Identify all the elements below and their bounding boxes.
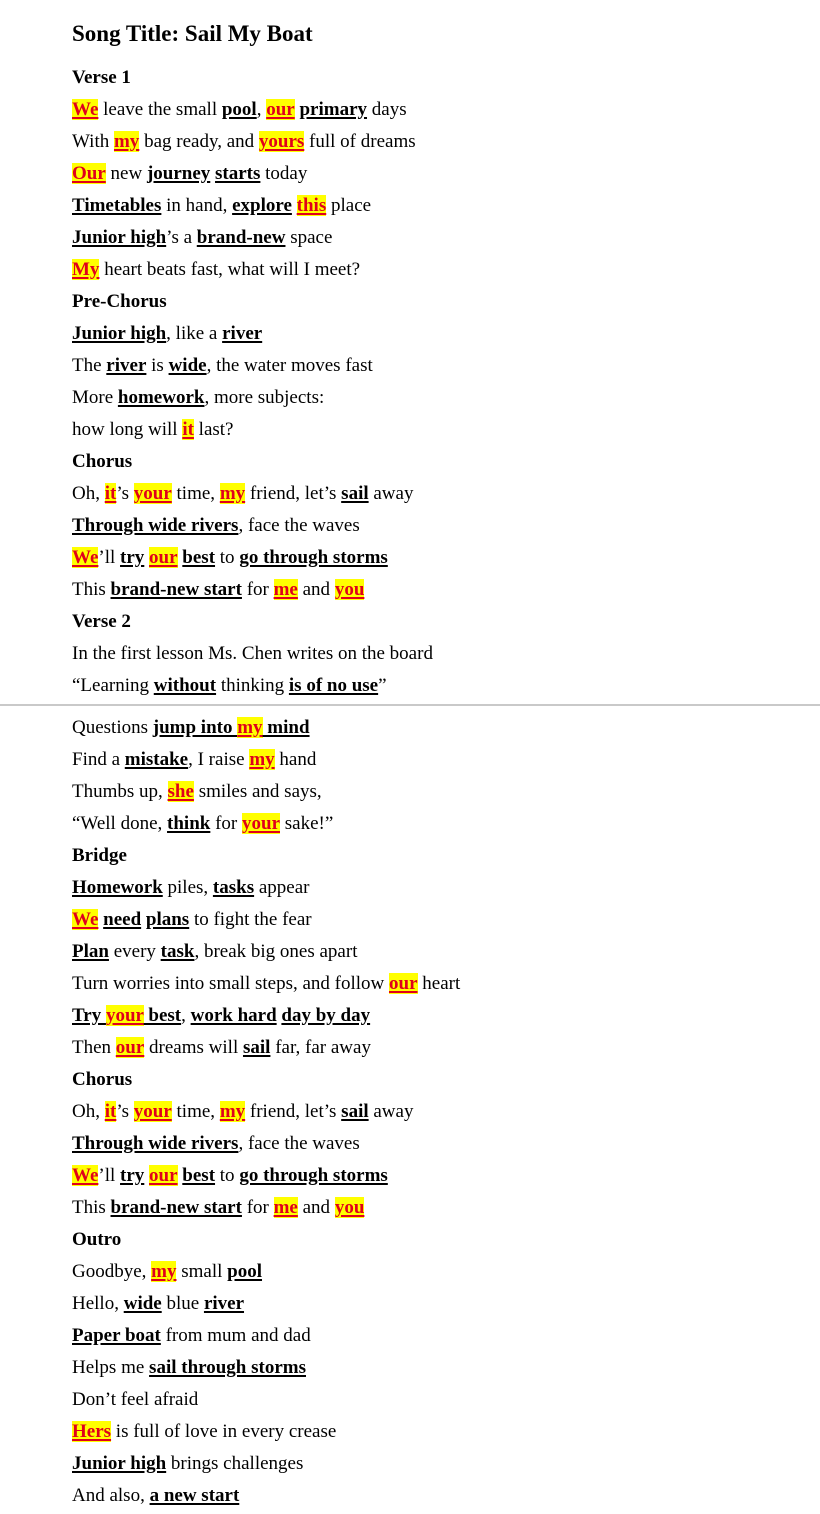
text-segment: from mum and dad — [160, 1325, 311, 1346]
underlined-phrase: plans — [145, 909, 190, 930]
lyric-line — [72, 222, 433, 254]
text-segment: piles, — [162, 877, 213, 898]
highlighted-word: our — [149, 1165, 178, 1186]
underlined-phrase: is of no use — [288, 675, 379, 696]
underlined-phrase: day by day — [281, 1005, 371, 1026]
underlined-phrase: without — [153, 675, 217, 696]
text-segment: Pre-Chorus — [72, 291, 167, 312]
text-segment: heart beats fast, what will I meet? — [99, 259, 361, 280]
lyric-line — [72, 904, 460, 936]
text-segment: Find a — [72, 749, 125, 770]
text-segment: Oh, — [72, 483, 105, 504]
text-segment: for — [241, 1197, 274, 1218]
song-title: Song Title: Sail My Boat — [72, 21, 313, 46]
highlighted-word: my — [113, 131, 140, 152]
lyric-line — [72, 1288, 460, 1320]
text-segment: Don’t feel afraid — [72, 1389, 199, 1410]
text-segment: place — [326, 195, 372, 216]
lyric-line — [72, 94, 433, 126]
text-segment: ’ll — [98, 547, 121, 568]
text-segment: sake!” — [280, 813, 334, 834]
text-segment: ’s a — [166, 227, 197, 248]
underlined-phrase: sail — [341, 1101, 369, 1122]
highlighted-word: My — [72, 259, 100, 280]
underlined-phrase: brand-new start — [110, 579, 242, 600]
underlined-phrase: mind — [262, 717, 310, 738]
text-segment: With — [72, 131, 114, 152]
lyric-line — [72, 1128, 460, 1160]
text-segment: , — [256, 99, 267, 120]
lyric-line — [72, 1256, 460, 1288]
text-segment: smiles and says, — [193, 781, 322, 802]
lyric-line — [72, 670, 433, 702]
text-segment: Chorus — [72, 1069, 133, 1090]
underlined-phrase: Paper boat — [72, 1325, 161, 1346]
lyric-line — [72, 510, 433, 542]
highlighted-word: my — [151, 1261, 177, 1282]
underlined-phrase: pool — [227, 1261, 263, 1282]
underlined-phrase: jump into — [152, 717, 238, 738]
text-segment: Then — [72, 1037, 116, 1058]
text-segment: thinking — [216, 675, 289, 696]
highlighted-word: my — [237, 717, 263, 738]
underlined-phrase: Through wide rivers — [72, 1133, 239, 1154]
lyric-line — [72, 1384, 460, 1416]
lyric-line — [72, 1416, 460, 1448]
lyric-line — [72, 254, 433, 286]
highlighted-word: it — [104, 483, 117, 504]
lyric-line — [72, 190, 433, 222]
underlined-phrase: river — [222, 323, 263, 344]
lyric-line — [72, 744, 460, 776]
text-segment: and — [297, 579, 335, 600]
document-page-2 — [0, 706, 820, 1514]
text-segment — [292, 195, 297, 216]
underlined-phrase: task — [160, 941, 195, 962]
underlined-phrase: wide — [168, 355, 207, 376]
text-segment: today — [260, 163, 308, 184]
highlighted-word: Our — [72, 163, 106, 184]
underlined-phrase: starts — [215, 163, 261, 184]
underlined-phrase: homework — [117, 387, 205, 408]
highlighted-word: We — [72, 547, 99, 568]
highlighted-word: our — [149, 547, 178, 568]
text-segment: This — [72, 1197, 111, 1218]
text-segment: blue — [161, 1293, 204, 1314]
text-segment: And also, — [72, 1485, 150, 1506]
text-segment: appear — [254, 877, 310, 898]
lyric-line — [72, 638, 433, 670]
text-segment: , the water moves fast — [206, 355, 373, 376]
text-segment: friend, let’s — [245, 1101, 342, 1122]
text-segment: leave the small — [98, 99, 222, 120]
lyric-line — [72, 1160, 460, 1192]
lyrics-list-page-1 — [72, 62, 433, 702]
text-segment: ’s — [116, 1101, 134, 1122]
lyric-line — [72, 968, 460, 1000]
lyric-line — [72, 126, 433, 158]
highlighted-word: my — [219, 483, 246, 504]
underlined-phrase: primary — [299, 99, 368, 120]
lyric-line — [72, 478, 433, 510]
text-segment: time, — [171, 483, 220, 504]
underlined-phrase: need — [103, 909, 142, 930]
highlighted-word: me — [273, 579, 298, 600]
underlined-phrase: try — [120, 547, 145, 568]
text-segment: “Learning — [72, 675, 154, 696]
text-segment: away — [368, 1101, 414, 1122]
text-segment: ” — [378, 675, 387, 696]
lyric-line — [72, 1320, 460, 1352]
text-segment: , break big ones apart — [194, 941, 358, 962]
text-segment: to — [215, 1165, 240, 1186]
text-segment: Helps me — [72, 1357, 150, 1378]
highlighted-word: We — [72, 99, 99, 120]
highlighted-word: she — [167, 781, 194, 802]
text-segment: for — [241, 579, 274, 600]
section-heading — [72, 1064, 460, 1096]
underlined-phrase: work hard — [190, 1005, 277, 1026]
lyric-line — [72, 574, 433, 606]
underlined-phrase: sail — [242, 1037, 271, 1058]
text-segment: is full of love in every crease — [111, 1421, 337, 1442]
text-segment: to fight the fear — [189, 909, 312, 930]
text-segment: In the first lesson Ms. Chen writes on the board — [72, 643, 433, 664]
lyric-line — [72, 776, 460, 808]
highlighted-word: me — [273, 1197, 298, 1218]
underlined-phrase: brand-new start — [110, 1197, 242, 1218]
text-segment: is — [146, 355, 169, 376]
text-segment: Verse 2 — [72, 611, 131, 632]
lyrics-list-page-2 — [72, 712, 460, 1512]
lyric-line — [72, 872, 460, 904]
text-segment: heart — [417, 973, 461, 994]
underlined-phrase: wide — [123, 1293, 162, 1314]
underlined-phrase: Timetables — [72, 195, 162, 216]
underlined-phrase: think — [167, 813, 211, 834]
underlined-phrase: Plan — [72, 941, 109, 962]
text-segment: hand — [274, 749, 317, 770]
highlighted-word: my — [249, 749, 275, 770]
section-heading — [72, 446, 433, 478]
section-heading — [72, 286, 433, 318]
highlighted-word: you — [334, 579, 365, 600]
highlighted-word: Hers — [72, 1421, 112, 1442]
underlined-phrase: brand-new — [196, 227, 286, 248]
underlined-phrase: Try — [72, 1005, 106, 1026]
highlighted-word: We — [72, 909, 99, 930]
text-segment: More — [72, 387, 118, 408]
highlighted-word: our — [115, 1037, 145, 1058]
underlined-phrase: Through wide rivers — [72, 515, 239, 536]
underlined-phrase: river — [106, 355, 147, 376]
highlighted-word: your — [105, 1005, 144, 1026]
text-segment: Turn worries into small steps, and follow — [72, 973, 390, 994]
lyric-line — [72, 1480, 460, 1512]
text-segment: brings challenges — [166, 1453, 304, 1474]
lyric-line — [72, 382, 433, 414]
lyric-line — [72, 158, 433, 190]
text-segment: , — [181, 1005, 191, 1026]
text-segment: days — [367, 99, 407, 120]
underlined-phrase: best — [143, 1005, 182, 1026]
lyric-line — [72, 1000, 460, 1032]
underlined-phrase: sail through storms — [149, 1357, 306, 1378]
text-segment: time, — [171, 1101, 220, 1122]
underlined-phrase: mistake — [124, 749, 189, 770]
text-segment: This — [72, 579, 111, 600]
underlined-phrase: sail — [341, 483, 369, 504]
lyric-line — [72, 1192, 460, 1224]
lyric-line — [72, 936, 460, 968]
underlined-phrase: Junior high — [72, 1453, 167, 1474]
section-heading — [72, 62, 433, 94]
text-segment: bag ready, and — [139, 131, 259, 152]
text-segment: Hello, — [72, 1293, 124, 1314]
highlighted-word: this — [296, 195, 327, 216]
text-segment: , I raise — [188, 749, 250, 770]
highlighted-word: your — [133, 1101, 172, 1122]
text-segment: , face the waves — [238, 515, 360, 536]
text-segment: Thumbs up, — [72, 781, 168, 802]
underlined-phrase: best — [182, 1165, 216, 1186]
highlighted-word: it — [182, 419, 194, 440]
text-segment: , more subjects: — [204, 387, 325, 408]
text-segment: Chorus — [72, 451, 133, 472]
lyric-line — [72, 1448, 460, 1480]
lyric-line — [72, 542, 433, 574]
text-segment: small — [176, 1261, 228, 1282]
highlighted-word: it — [104, 1101, 117, 1122]
underlined-phrase: best — [182, 547, 216, 568]
text-segment: Outro — [72, 1229, 122, 1250]
text-segment: for — [210, 813, 242, 834]
underlined-phrase: explore — [232, 195, 292, 216]
text-segment: far, far away — [270, 1037, 371, 1058]
highlighted-word: our — [389, 973, 418, 994]
text-segment: Verse 1 — [72, 67, 131, 88]
underlined-phrase: journey — [146, 163, 211, 184]
underlined-phrase: pool — [221, 99, 257, 120]
text-segment: Questions — [72, 717, 153, 738]
lyric-line — [72, 712, 460, 744]
section-heading — [72, 840, 460, 872]
text-segment: last? — [193, 419, 234, 440]
underlined-phrase: river — [203, 1293, 245, 1314]
underlined-phrase: a new start — [149, 1485, 240, 1506]
text-segment: how long will — [72, 419, 183, 440]
text-segment: every — [108, 941, 161, 962]
document-page-1 — [0, 0, 820, 704]
text-segment: Bridge — [72, 845, 127, 866]
underlined-phrase: go through storms — [239, 547, 388, 568]
text-segment: Goodbye, — [72, 1261, 152, 1282]
underlined-phrase: tasks — [212, 877, 255, 898]
text-segment: The — [72, 355, 107, 376]
section-heading — [72, 1224, 460, 1256]
text-segment: friend, let’s — [245, 483, 342, 504]
underlined-phrase: Junior high — [72, 323, 167, 344]
text-segment: space — [285, 227, 333, 248]
text-segment: in hand, — [161, 195, 233, 216]
text-segment: dreams will — [144, 1037, 243, 1058]
highlighted-word: yours — [258, 131, 305, 152]
section-heading — [72, 606, 433, 638]
underlined-phrase: Junior high — [72, 227, 167, 248]
text-segment: new — [105, 163, 147, 184]
text-segment: full of dreams — [304, 131, 416, 152]
highlighted-word: you — [334, 1197, 365, 1218]
text-segment: ’ll — [98, 1165, 121, 1186]
text-segment: , face the waves — [238, 1133, 360, 1154]
highlighted-word: our — [266, 99, 295, 120]
text-segment: ’s — [116, 483, 134, 504]
highlighted-word: your — [242, 813, 280, 834]
highlighted-word: your — [133, 483, 172, 504]
text-segment: away — [368, 483, 414, 504]
text-segment: , like a — [166, 323, 223, 344]
text-segment: Oh, — [72, 1101, 105, 1122]
underlined-phrase: go through storms — [239, 1165, 388, 1186]
lyric-line — [72, 808, 460, 840]
text-segment: “Well done, — [72, 813, 168, 834]
lyric-line — [72, 414, 433, 446]
highlighted-word: We — [72, 1165, 99, 1186]
text-segment: and — [297, 1197, 335, 1218]
text-segment: to — [215, 547, 240, 568]
underlined-phrase: try — [120, 1165, 145, 1186]
underlined-phrase: Homework — [72, 877, 163, 898]
lyric-line — [72, 1352, 460, 1384]
highlighted-word: my — [219, 1101, 246, 1122]
lyric-line — [72, 1032, 460, 1064]
lyric-line — [72, 350, 433, 382]
lyric-line — [72, 318, 433, 350]
lyric-line — [72, 1096, 460, 1128]
